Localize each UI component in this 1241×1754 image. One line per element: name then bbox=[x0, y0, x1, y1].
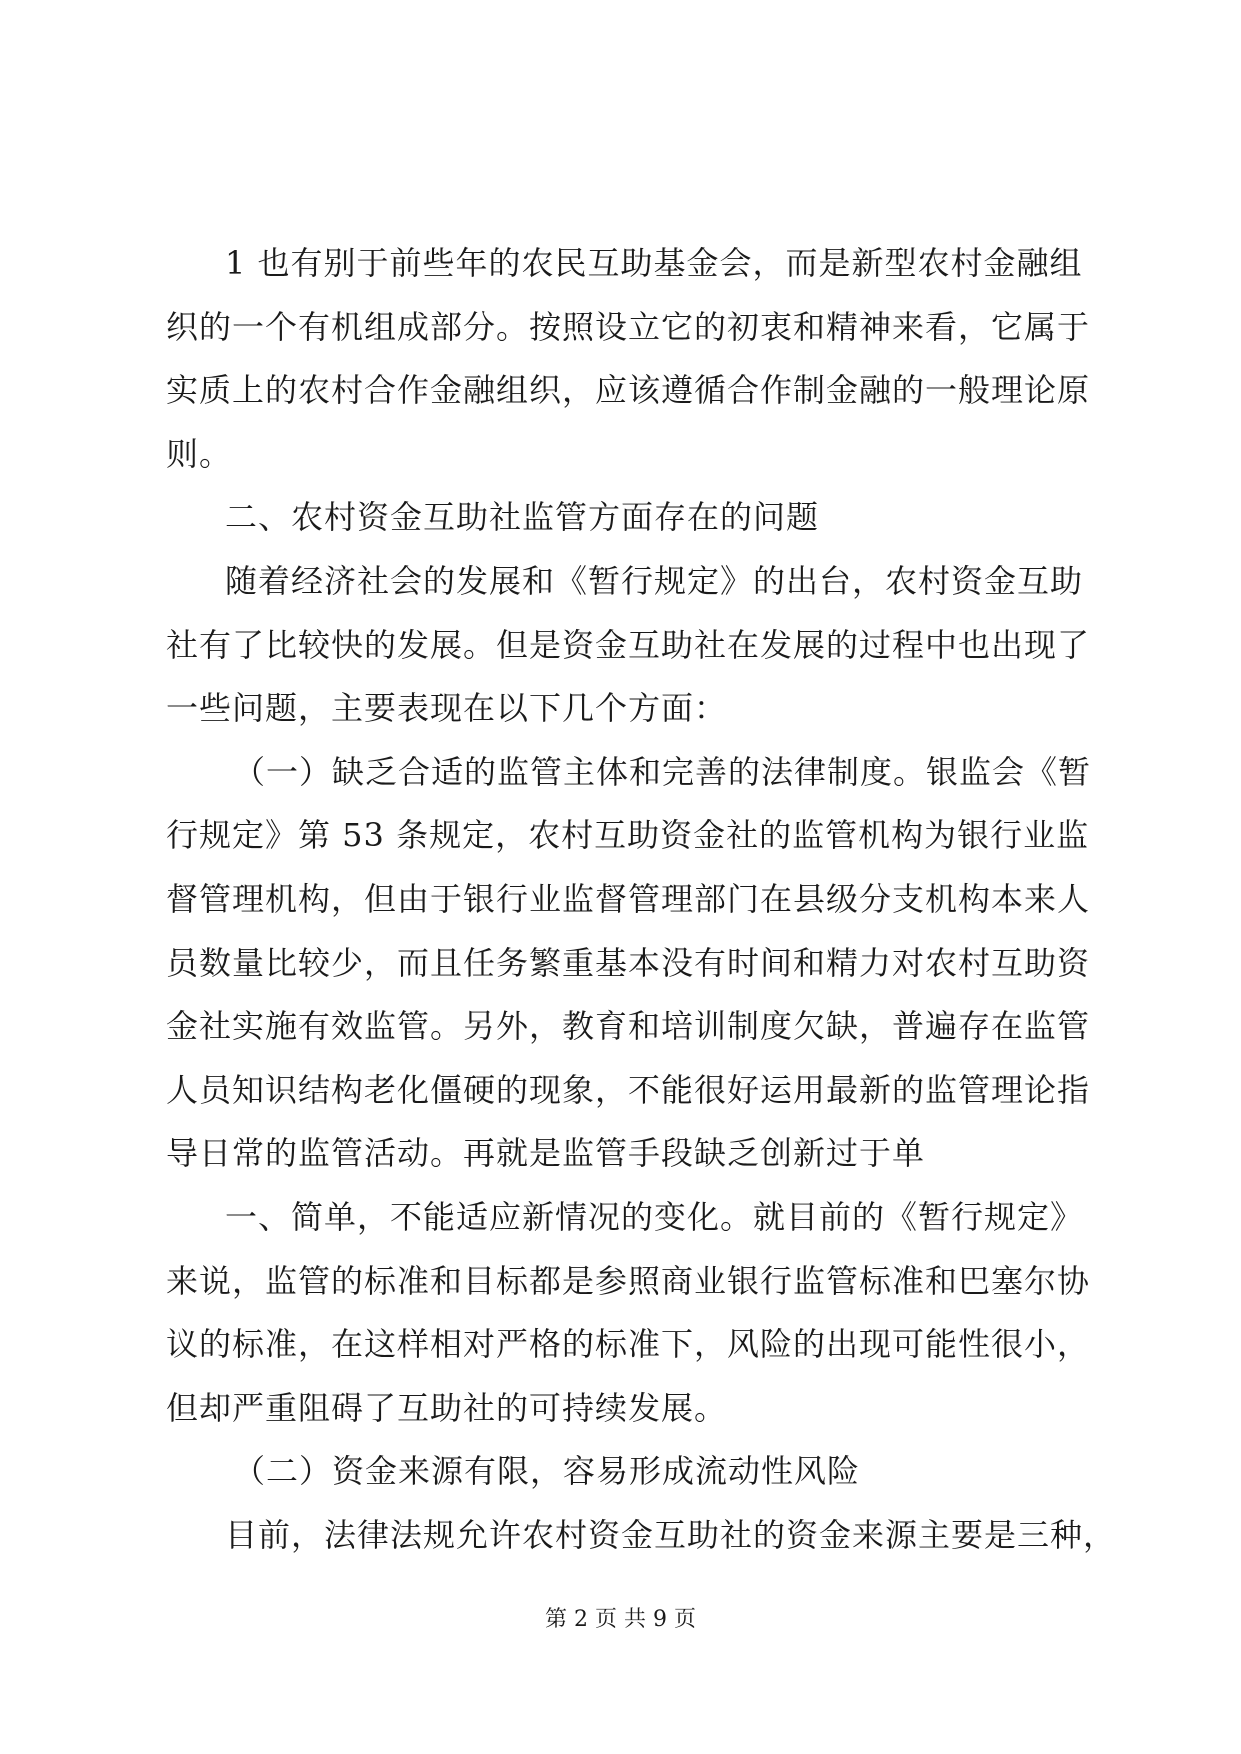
page-number-label: 第 2 页 共 9 页 bbox=[545, 1607, 696, 1632]
paragraph-line: 人员知识结构老化僵硬的现象，不能很好运用最新的监管理论指 bbox=[166, 1070, 1091, 1109]
paragraph-line: 1 也有别于前些年的农民互助基金会，而是新型农村金融组 bbox=[225, 244, 1083, 282]
paragraph-line: 社有了比较快的发展。但是资金互助社在发展的过程中也出现了 bbox=[166, 625, 1091, 664]
subsection-heading: （一）缺乏合适的监管主体和完善的法律制度。银监会《暂 bbox=[233, 752, 1092, 791]
paragraph-line: 议的标准，在这样相对严格的标准下，风险的出现可能性很小， bbox=[166, 1325, 1091, 1364]
paragraph-line: 金社实施有效监管。另外，教育和培训制度欠缺，普遍存在监管 bbox=[166, 1007, 1091, 1046]
subsection-heading: （二）资金来源有限，容易形成流动性风险 bbox=[233, 1452, 861, 1491]
page-footer bbox=[0, 1605, 1241, 1635]
paragraph-line: 一、简单，不能适应新情况的变化。就目前的《暂行规定》 bbox=[225, 1197, 1084, 1236]
paragraph-line: 督管理机构，但由于银行业监督管理部门在县级分支机构本来人 bbox=[166, 879, 1091, 918]
section-heading: 二、农村资金互助社监管方面存在的问题 bbox=[225, 498, 820, 537]
paragraph-line: 则。 bbox=[166, 434, 233, 473]
paragraph-line: 员数量比较少，而且任务繁重基本没有时间和精力对农村互助资 bbox=[166, 943, 1091, 982]
paragraph-line: 一些问题，主要表现在以下几个方面： bbox=[166, 689, 728, 728]
paragraph-line: 导日常的监管活动。再就是监管手段缺乏创新过于单 bbox=[166, 1134, 926, 1173]
paragraph-line: 但却严重阻碍了互助社的可持续发展。 bbox=[166, 1388, 728, 1427]
paragraph-line: 来说，监管的标准和目标都是参照商业银行监管标准和巴塞尔协 bbox=[166, 1261, 1091, 1300]
paragraph-line: 织的一个有机组成部分。按照设立它的初衷和精神来看，它属于 bbox=[166, 307, 1091, 346]
paragraph-line: 实质上的农村合作金融组织，应该遵循合作制金融的一般理论原 bbox=[166, 371, 1091, 410]
paragraph-line: 行规定》第 53 条规定，农村互助资金社的监管机构为银行业监 bbox=[166, 816, 1090, 855]
body-text bbox=[166, 232, 1117, 1567]
paragraph-line: 目前，法律法规允许农村资金互助社的资金来源主要是三种， bbox=[225, 1515, 1117, 1554]
paragraph-line: 随着经济社会的发展和《暂行规定》的出台，农村资金互助 bbox=[225, 561, 1084, 600]
